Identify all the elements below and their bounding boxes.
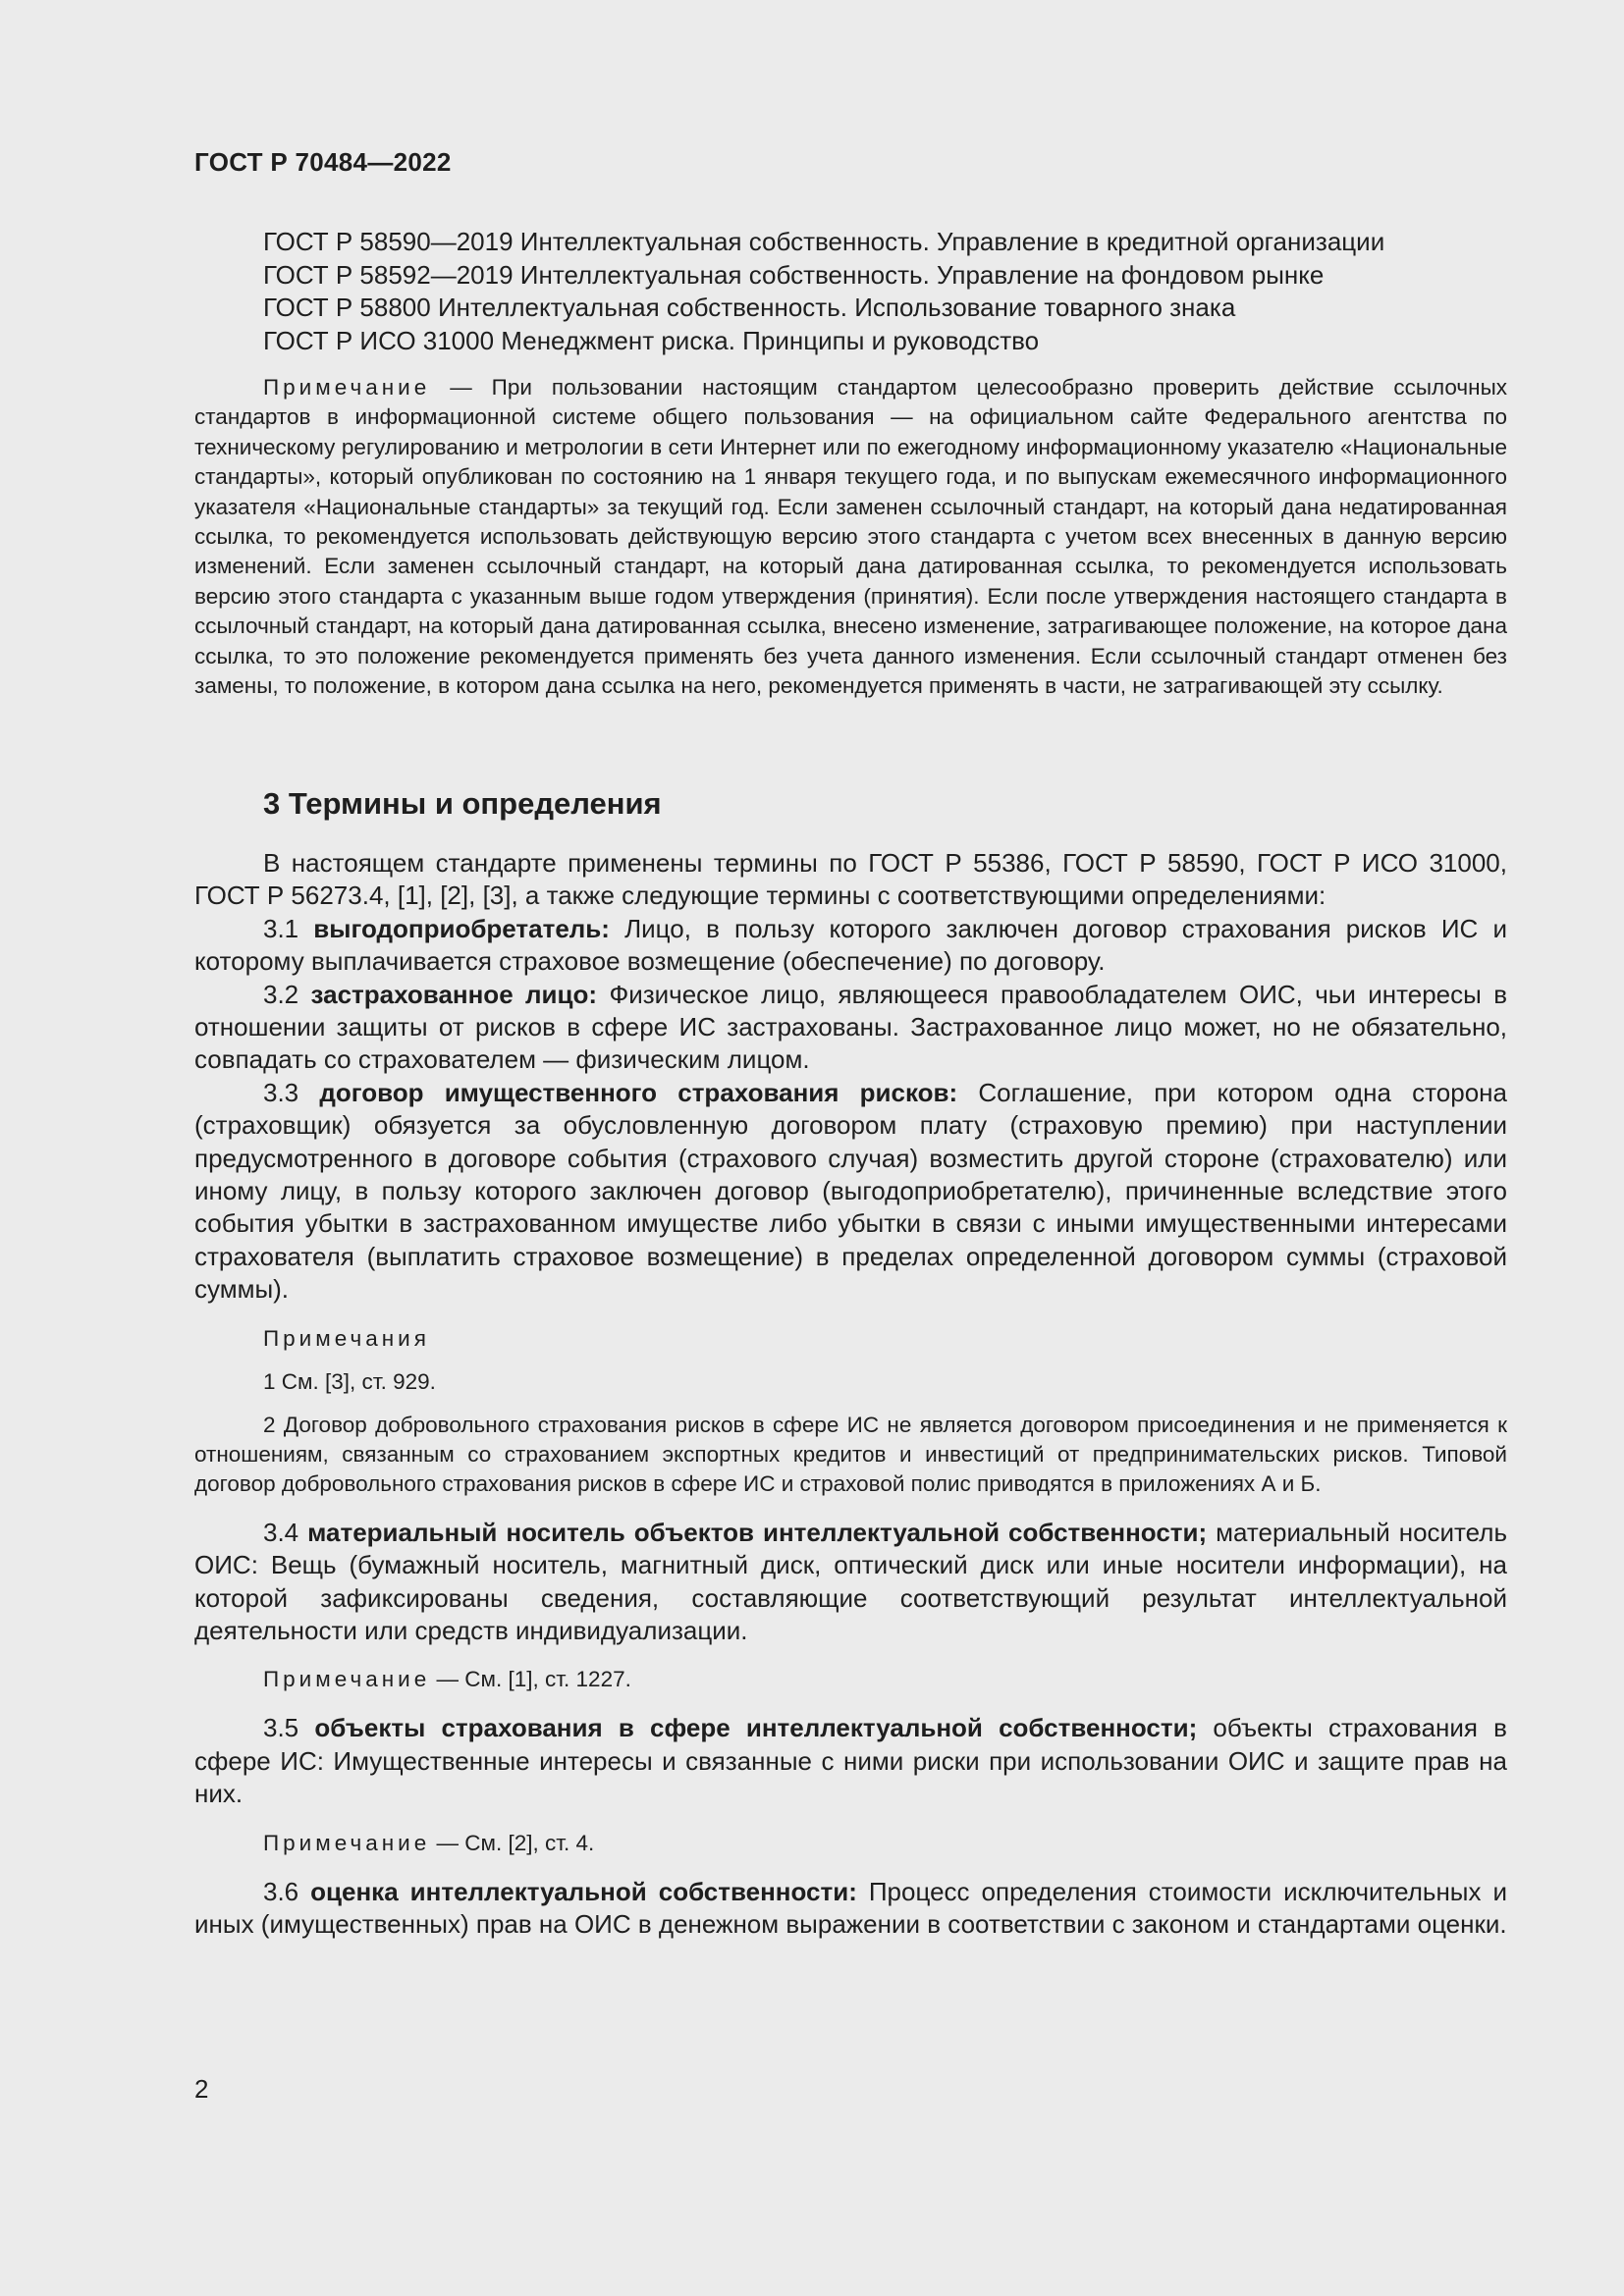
section-title: 3 Термины и определения [263, 786, 662, 821]
document-header: ГОСТ Р 70484—2022 [194, 147, 452, 177]
term-3-4: 3.4 материальный носитель объектов интеллектуальной собственности; материальный носитель ОИС: Вещь (бумажный носитель, магнитный диск, оптический диск или иные носители информации), на которой зафиксированы сведения, составляющие соответствующий результат интеллектуальной деятельности или средств индивидуализации. [194, 1517, 1507, 1645]
term-name: оценка интеллектуальной собственности: [310, 1876, 857, 1906]
reference-item: ГОСТ Р 58590—2019 Интеллектуальная собственность. Управление в кредитной организации [263, 227, 1385, 256]
term-3-2: 3.2 застрахованное лицо: Физическое лицо, являющееся правообладателем ОИС, чьи интересы в отношении защиты от рисков в сфере ИС застрахованы. Застрахованное лицо может, но не обязательно, совпадать со страхователем — физическим лицом. [194, 979, 1508, 1075]
term-3-5: 3.5 объекты страхования в сфере интеллектуальной собственности; объекты страхования в сфере ИС: Имущественные интересы и связанные с ними риски при использовании ОИС и защите прав на них. [194, 1713, 1507, 1809]
note-3-5: Примечание — См. [2], ст. 4. [263, 1830, 595, 1855]
note-item-2: 2 Договор добровольного страхования рисков в сфере ИС не является договором присоединения и не применяется к отношениям, связанным со страхованием экспортных кредитов и инвестиций от предпринимательских рисков. Типовой договор добровольного страхования рисков в сфере ИС и страховой полис приводятся в приложениях А и Б. [194, 1412, 1507, 1496]
reference-item: ГОСТ Р 58800 Интеллектуальная собственность. Использование товарного знака [263, 293, 1236, 322]
term-3-1: 3.1 выгодоприобретатель: Лицо, в пользу которого заключен договор страхования рисков ИС и которому выплачивается страховое возмещение (обеспечение) по договору. [194, 913, 1507, 977]
note-label: Примечание [263, 375, 431, 400]
term-name: выгодоприобретатель: [313, 913, 610, 943]
term-name: договор имущественного страхования рисков: [319, 1077, 958, 1107]
reference-item: ГОСТ Р 58592—2019 Интеллектуальная собственность. Управление на фондовом рынке [263, 259, 1325, 290]
section-intro: В настоящем стандарте применены термины по ГОСТ Р 55386, ГОСТ Р 58590, ГОСТ Р ИСО 31000, ГОСТ Р 56273.4, [1], [2], [3], а также следующие термины с соответствующими определениями: [194, 848, 1507, 911]
term-name: материальный носитель объектов интеллектуальной собственности; [307, 1517, 1208, 1547]
reference-item: ГОСТ Р ИСО 31000 Менеджмент риска. Принципы и руководство [263, 325, 1040, 355]
terms-body [194, 847, 1507, 1941]
note-3-4: Примечание — См. [1], ст. 1227. [263, 1667, 631, 1692]
term-3-6: 3.6 оценка интеллектуальной собственности: Процесс определения стоимости исключительных и иных (имущественных) прав на ОИС в денежном выражении в соответствии с законом и стандартами оценки. [194, 1876, 1508, 1939]
note-item-1: 1 См. [3], ст. 929. [263, 1368, 436, 1394]
note-text: — При пользовании настоящим стандартом целесообразно проверить действие ссылочных стандартов в информационной системе общего пользования — на официальном сайте Федерального агентства по техническому регулированию и метрологии в сети Интернет или по ежегодному информационному указателю «Национальные стандарты», который опубликован по состоянию на 1 января текущего года, и по выпускам ежемесячного информационного указателя «Национальные стандарты» за текущий год. Если заменен ссылочный стандарт, на который дана недатированная ссылка, то рекомендуется использовать действующую версию этого стандарта с учетом всех внесенных в данную версию изменений. Если заменен ссылочный стандарт, на который дана датированная ссылка, то рекомендуется использовать версию этого стандарта с указанным выше годом утверждения (принятия). Если после утверждения настоящего стандарта в ссылочный стандарт, на который дана датированная ссылка, внесено изменение, затрагивающее положение, на которое дана ссылка, то это положение рекомендуется применять без учета данного изменения. Если ссылочный стандарт отменен без замены, то положение, в котором дана ссылка на него, рекомендуется применять в части, не затрагивающей эту ссылку. [194, 375, 1507, 699]
references-note [194, 373, 1507, 701]
page-number: 2 [194, 2074, 209, 2104]
normative-references-list [263, 226, 1530, 357]
notes-label: Примечания [263, 1325, 430, 1351]
term-name: застрахованное лицо: [310, 979, 598, 1009]
term-3-3: 3.3 договор имущественного страхования рисков: Соглашение, при котором одна сторона (страховщик) обязуется за обусловленную договором плату (страховую премию) при наступлении предусмотренного в договоре события (страхового случая) возместить другой стороне (страхователю) или иному лицу, в пользу которого заключен договор (выгодоприобретателю), причиненные вследствие этого события убытки в застрахованном имуществе либо убытки в связи с иными имущественными интересами страхователя (выплатить страховое возмещение) в пределах определенной договором суммы (страховой суммы). [194, 1077, 1507, 1305]
term-name: объекты страхования в сфере интеллектуальной собственности; [314, 1713, 1198, 1743]
